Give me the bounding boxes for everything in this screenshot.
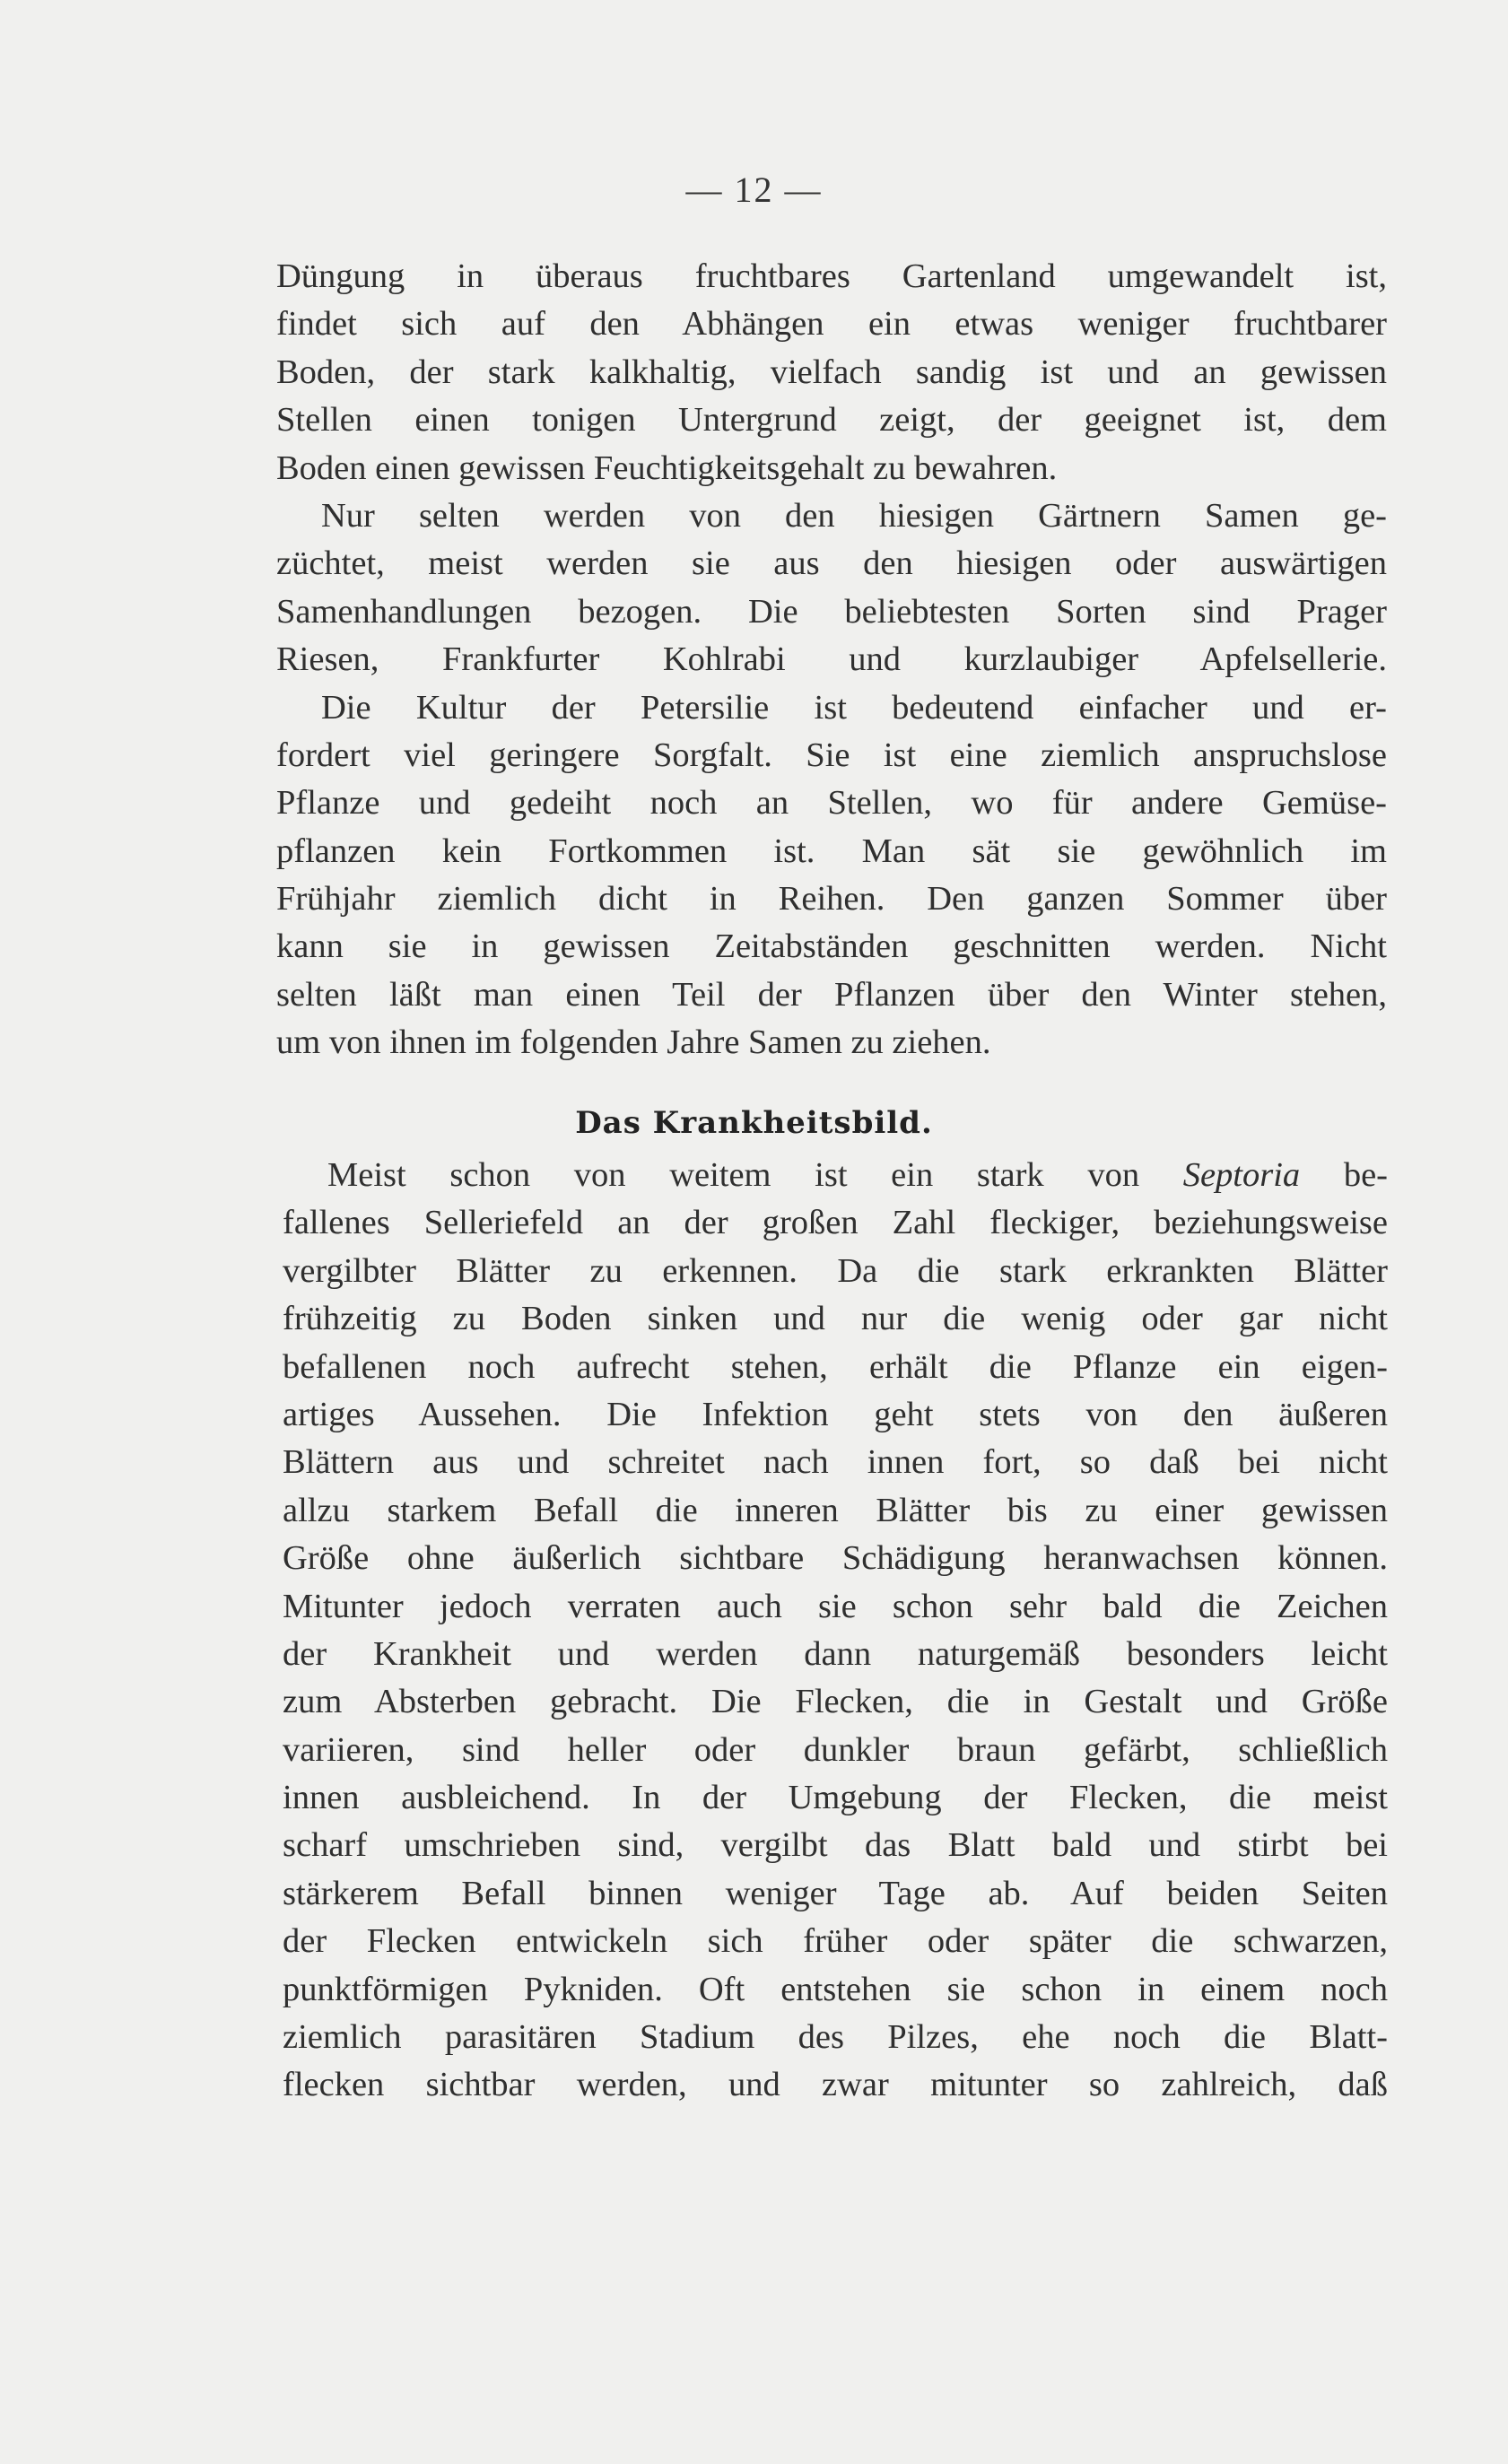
text-line: zum Absterben gebracht. Die Flecken, die in Gestalt und Größe	[283, 1683, 1388, 1721]
text-line: Größe ohne äußerlich sichtbare Schädigung heranwachsen können.	[283, 1539, 1388, 1578]
text-line: artiges Aussehen. Die Infektion geht stets von den äußeren	[283, 1395, 1388, 1433]
text-line: Boden, der stark kalkhaltig, vielfach sandig ist und an gewissen	[276, 353, 1387, 391]
page-number: — 12 —	[685, 170, 823, 210]
body-text-lower	[283, 1152, 1388, 2110]
text-line: Nur selten werden von den hiesigen Gärtnern Samen ge-	[321, 496, 1387, 535]
text-line: flecken sichtbar werden, und zwar mitunter so zahlreich, daß	[283, 2066, 1388, 2104]
text-line: scharf umschrieben sind, vergilbt das Blatt bald und stirbt bei	[283, 1826, 1388, 1865]
text-line: Frühjahr ziemlich dicht in Reihen. Den ganzen Sommer über	[276, 880, 1387, 919]
text-line: punktförmigen Pykniden. Oft entstehen sie schon in einem noch	[283, 1970, 1388, 2008]
text-line: züchtet, meist werden sie aus den hiesigen oder auswärtigen	[276, 544, 1387, 583]
text-line: stärkerem Befall binnen weniger Tage ab. Auf beiden Seiten	[283, 1874, 1388, 1912]
text-line: Düngung in überaus fruchtbares Gartenland umgewandelt ist,	[276, 257, 1387, 295]
section-heading: Das Krankheitsbild.	[575, 1105, 933, 1141]
text-line: innen ausbleichend. In der Umgebung der Flecken, die meist	[283, 1779, 1388, 1817]
text-line: um von ihnen im folgenden Jahre Samen zu ziehen.	[276, 1023, 991, 1062]
text-line: frühzeitig zu Boden sinken und nur die wenig oder gar nicht	[283, 1300, 1388, 1338]
text-line: allzu starkem Befall die inneren Blätter bis zu einer gewissen	[283, 1491, 1388, 1529]
text-line: findet sich auf den Abhängen ein etwas weniger fruchtbarer	[276, 305, 1387, 344]
text-line	[283, 1152, 1388, 1199]
text-line: Boden einen gewissen Feuchtigkeitsgehalt zu bewahren.	[276, 448, 1058, 487]
text-line: befallenen noch aufrecht stehen, erhält die Pflanze ein eigen-	[283, 1347, 1388, 1386]
text-line: Mitunter jedoch verraten auch sie schon sehr bald die Zeichen	[283, 1587, 1388, 1625]
text-line: Samenhandlungen bezogen. Die beliebtesten Sorten sind Prager	[276, 592, 1387, 631]
text-line: variieren, sind heller oder dunkler braun gefärbt, schließlich	[283, 1730, 1388, 1769]
text-line: pflanzen kein Fortkommen ist. Man sät sie gewöhnlich im	[276, 831, 1387, 870]
text-line: vergilbter Blätter zu erkennen. Da die stark erkrankten Blätter	[283, 1251, 1388, 1290]
text-line: der Krankheit und werden dann naturgemäß besonders leicht	[283, 1634, 1388, 1673]
body-text-upper	[276, 253, 1387, 1067]
text-line: fordert viel geringere Sorgfalt. Sie ist eine ziemlich anspruchslose	[276, 736, 1387, 774]
text-line: Riesen, Frankfurter Kohlrabi und kurzlaubiger Apfelsellerie.	[276, 640, 1387, 679]
text-line: fallenes Selleriefeld an der großen Zahl fleckiger, beziehungsweise	[283, 1204, 1388, 1242]
text-line: der Flecken entwickeln sich früher oder später die schwarzen,	[283, 1922, 1388, 1961]
text-line: Blättern aus und schreitet nach innen fort, so daß bei nicht	[283, 1443, 1388, 1482]
text-line: ziemlich parasitären Stadium des Pilzes, ehe noch die Blatt-	[283, 2018, 1388, 2057]
text-line: Die Kultur der Petersilie ist bedeutend einfacher und er-	[321, 688, 1387, 727]
text-fragment: Meist schon von weitem ist ein stark von	[327, 1156, 1183, 1194]
text-fragment: be-	[1300, 1156, 1388, 1194]
text-line: Pflanze und gedeiht noch an Stellen, wo für andere Gemüse-	[276, 784, 1387, 823]
text-line: selten läßt man einen Teil der Pflanzen über den Winter stehen,	[276, 975, 1387, 1014]
italic-term: Septoria	[1182, 1156, 1301, 1194]
text-line: Stellen einen tonigen Untergrund zeigt, der geeignet ist, dem	[276, 401, 1387, 440]
text-line: kann sie in gewissen Zeitabständen geschnitten werden. Nicht	[276, 927, 1387, 966]
